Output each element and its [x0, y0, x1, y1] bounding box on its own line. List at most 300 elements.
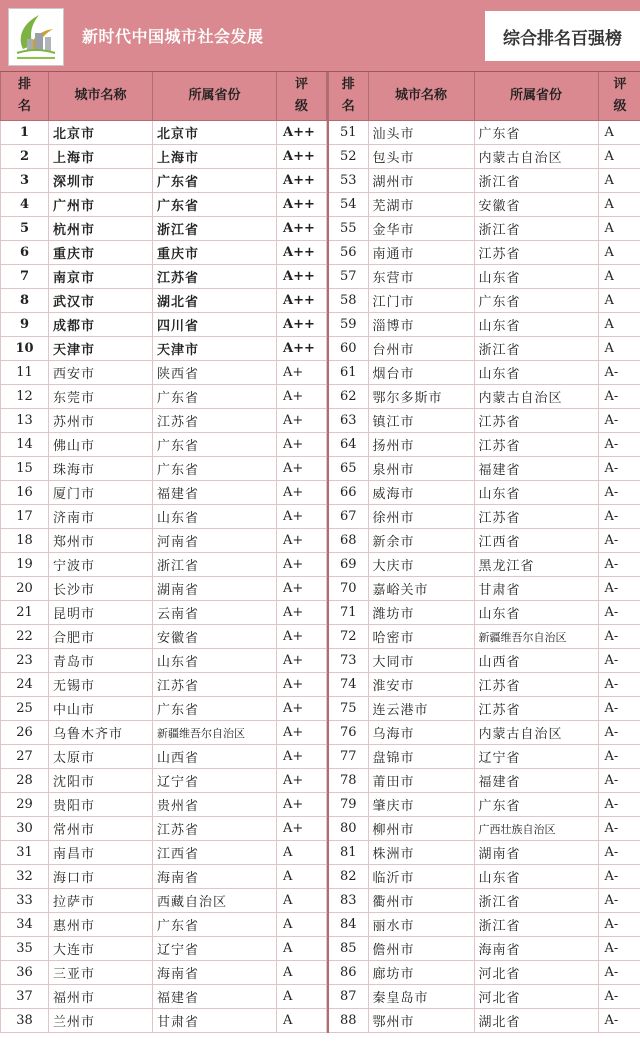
province-cell: 江西省 — [474, 529, 598, 553]
city-cell: 扬州市 — [368, 433, 474, 457]
city-cell: 海口市 — [49, 865, 153, 889]
city-cell: 大同市 — [368, 649, 474, 673]
grade-cell: A++ — [277, 169, 327, 193]
grade-cell: A+ — [277, 625, 327, 649]
grade-cell: A+ — [277, 649, 327, 673]
province-cell: 北京市 — [153, 121, 277, 145]
city-cell: 潍坊市 — [368, 601, 474, 625]
province-cell: 海南省 — [153, 961, 277, 985]
rank-cell: 12 — [1, 385, 49, 409]
col-rank-label: 排名 — [17, 77, 31, 114]
province-cell: 山东省 — [474, 313, 598, 337]
city-cell: 太原市 — [49, 745, 153, 769]
province-cell: 甘肃省 — [474, 577, 598, 601]
table-row — [1, 313, 327, 337]
city-cell: 汕头市 — [368, 121, 474, 145]
province-cell: 江苏省 — [474, 673, 598, 697]
province-cell: 广东省 — [474, 793, 598, 817]
rank-cell: 7 — [1, 265, 49, 289]
grade-cell: A- — [598, 793, 640, 817]
grade-cell: A- — [598, 601, 640, 625]
province-cell: 新疆维吾尔自治区 — [153, 721, 277, 745]
rank-cell: 74 — [328, 673, 368, 697]
province-cell: 江苏省 — [153, 409, 277, 433]
province-cell: 浙江省 — [153, 553, 277, 577]
table-row — [1, 169, 327, 193]
table-row — [1, 481, 327, 505]
province-cell: 黑龙江省 — [474, 553, 598, 577]
grade-cell: A+ — [277, 505, 327, 529]
col-city-header: 城市名称 — [49, 72, 153, 121]
province-cell: 安徽省 — [474, 193, 598, 217]
rank-cell: 88 — [328, 1009, 368, 1033]
table-row — [328, 673, 640, 697]
grade-cell: A+ — [277, 745, 327, 769]
grade-cell: A — [277, 1009, 327, 1033]
city-cell: 厦门市 — [49, 481, 153, 505]
table-row — [1, 505, 327, 529]
table-row — [1, 433, 327, 457]
grade-cell: A+ — [277, 721, 327, 745]
table-row — [1, 865, 327, 889]
city-cell: 中山市 — [49, 697, 153, 721]
table-row — [328, 649, 640, 673]
city-cell: 盘锦市 — [368, 745, 474, 769]
table-row — [328, 721, 640, 745]
rank-cell: 59 — [328, 313, 368, 337]
rank-cell: 10 — [1, 337, 49, 361]
city-cell: 南通市 — [368, 241, 474, 265]
grade-cell: A — [598, 217, 640, 241]
province-cell: 新疆维吾尔自治区 — [474, 625, 598, 649]
table-row — [328, 793, 640, 817]
city-cell: 连云港市 — [368, 697, 474, 721]
city-cell: 湖州市 — [368, 169, 474, 193]
province-cell: 广东省 — [153, 697, 277, 721]
grade-cell: A — [598, 313, 640, 337]
city-cell: 三亚市 — [49, 961, 153, 985]
grade-cell: A- — [598, 673, 640, 697]
province-cell: 山东省 — [474, 265, 598, 289]
province-cell: 福建省 — [153, 985, 277, 1009]
province-cell: 江苏省 — [474, 505, 598, 529]
table-row — [328, 457, 640, 481]
table-row — [1, 265, 327, 289]
city-cell: 江门市 — [368, 289, 474, 313]
grade-cell: A- — [598, 745, 640, 769]
rank-cell: 28 — [1, 769, 49, 793]
table-row — [1, 1009, 327, 1033]
table-row — [328, 985, 640, 1009]
grade-cell: A — [598, 241, 640, 265]
province-cell: 辽宁省 — [474, 745, 598, 769]
table-row — [1, 889, 327, 913]
table-row — [1, 601, 327, 625]
province-cell: 广东省 — [153, 913, 277, 937]
province-cell: 内蒙古自治区 — [474, 721, 598, 745]
table-row — [1, 145, 327, 169]
province-cell: 河北省 — [474, 985, 598, 1009]
city-cell: 西安市 — [49, 361, 153, 385]
province-cell: 内蒙古自治区 — [474, 385, 598, 409]
city-cell: 泉州市 — [368, 457, 474, 481]
rank-cell: 6 — [1, 241, 49, 265]
grade-cell: A- — [598, 865, 640, 889]
page-header — [0, 0, 640, 72]
rank-cell: 20 — [1, 577, 49, 601]
table-row — [1, 337, 327, 361]
rank-cell: 78 — [328, 769, 368, 793]
table-row — [328, 505, 640, 529]
table-row — [328, 193, 640, 217]
province-cell: 上海市 — [153, 145, 277, 169]
province-cell: 广东省 — [153, 433, 277, 457]
rank-cell: 77 — [328, 745, 368, 769]
table-row — [1, 793, 327, 817]
city-cell: 丽水市 — [368, 913, 474, 937]
province-cell: 江苏省 — [153, 265, 277, 289]
col-rank-header — [1, 72, 49, 121]
province-cell: 浙江省 — [153, 217, 277, 241]
grade-cell: A- — [598, 553, 640, 577]
table-row — [328, 313, 640, 337]
rank-cell: 69 — [328, 553, 368, 577]
city-cell: 烟台市 — [368, 361, 474, 385]
grade-cell: A+ — [277, 361, 327, 385]
table-row — [1, 745, 327, 769]
grade-cell: A+ — [277, 433, 327, 457]
city-cell: 大庆市 — [368, 553, 474, 577]
table-row — [328, 625, 640, 649]
table-row — [328, 865, 640, 889]
table-row — [1, 841, 327, 865]
province-cell: 重庆市 — [153, 241, 277, 265]
rank-cell: 58 — [328, 289, 368, 313]
table-header-row — [1, 72, 327, 121]
table-row — [1, 529, 327, 553]
province-cell: 山西省 — [474, 649, 598, 673]
rank-cell: 31 — [1, 841, 49, 865]
rank-cell: 24 — [1, 673, 49, 697]
grade-cell: A- — [598, 457, 640, 481]
rank-cell: 68 — [328, 529, 368, 553]
grade-cell: A — [598, 265, 640, 289]
city-cell: 大连市 — [49, 937, 153, 961]
grade-cell: A+ — [277, 385, 327, 409]
table-row — [328, 937, 640, 961]
city-cell: 常州市 — [49, 817, 153, 841]
table-row — [328, 433, 640, 457]
table-row — [1, 553, 327, 577]
col-grade-header — [277, 72, 327, 121]
grade-cell: A+ — [277, 793, 327, 817]
rank-cell: 64 — [328, 433, 368, 457]
table-row — [328, 817, 640, 841]
grade-cell: A- — [598, 433, 640, 457]
col-grade-header — [598, 72, 640, 121]
grade-cell: A+ — [277, 817, 327, 841]
city-cell: 杭州市 — [49, 217, 153, 241]
rank-cell: 25 — [1, 697, 49, 721]
province-cell: 山东省 — [153, 649, 277, 673]
table-row — [1, 361, 327, 385]
province-cell: 湖南省 — [474, 841, 598, 865]
city-cell: 惠州市 — [49, 913, 153, 937]
grade-cell: A+ — [277, 673, 327, 697]
grade-cell: A- — [598, 961, 640, 985]
table-row — [1, 697, 327, 721]
rank-cell: 1 — [1, 121, 49, 145]
city-cell: 东莞市 — [49, 385, 153, 409]
province-cell: 天津市 — [153, 337, 277, 361]
grade-cell: A — [598, 337, 640, 361]
city-cell: 苏州市 — [49, 409, 153, 433]
grade-cell: A- — [598, 649, 640, 673]
table-body-right — [328, 121, 640, 1033]
rank-cell: 86 — [328, 961, 368, 985]
table-row — [328, 361, 640, 385]
province-cell: 江苏省 — [153, 673, 277, 697]
grade-cell: A — [277, 961, 327, 985]
province-cell: 广东省 — [474, 121, 598, 145]
col-rank-label: 排名 — [341, 77, 355, 114]
grade-cell: A+ — [277, 529, 327, 553]
rank-cell: 29 — [1, 793, 49, 817]
city-cell: 天津市 — [49, 337, 153, 361]
province-cell: 山东省 — [474, 601, 598, 625]
rank-cell: 65 — [328, 457, 368, 481]
province-cell: 陕西省 — [153, 361, 277, 385]
col-rank-header — [328, 72, 368, 121]
col-province-header: 所属省份 — [474, 72, 598, 121]
grade-cell: A — [277, 889, 327, 913]
table-row — [1, 769, 327, 793]
rank-cell: 34 — [1, 913, 49, 937]
grade-cell: A- — [598, 769, 640, 793]
rank-cell: 16 — [1, 481, 49, 505]
table-row — [328, 145, 640, 169]
city-cell: 东营市 — [368, 265, 474, 289]
grade-cell: A++ — [277, 145, 327, 169]
grade-cell: A- — [598, 841, 640, 865]
rank-cell: 14 — [1, 433, 49, 457]
grade-cell: A — [598, 169, 640, 193]
table-row — [328, 697, 640, 721]
table-body-left — [1, 121, 327, 1033]
rank-cell: 27 — [1, 745, 49, 769]
grade-cell: A+ — [277, 769, 327, 793]
table-row — [328, 889, 640, 913]
rank-cell: 81 — [328, 841, 368, 865]
city-cell: 儋州市 — [368, 937, 474, 961]
rank-cell: 37 — [1, 985, 49, 1009]
rank-cell: 2 — [1, 145, 49, 169]
grade-cell: A++ — [277, 265, 327, 289]
rank-cell: 83 — [328, 889, 368, 913]
table-row — [1, 673, 327, 697]
city-cell: 郑州市 — [49, 529, 153, 553]
rank-cell: 36 — [1, 961, 49, 985]
city-cell: 成都市 — [49, 313, 153, 337]
grade-cell: A — [277, 985, 327, 1009]
rank-cell: 19 — [1, 553, 49, 577]
grade-cell: A- — [598, 385, 640, 409]
table-header-row — [328, 72, 640, 121]
city-cell: 淄博市 — [368, 313, 474, 337]
grade-cell: A+ — [277, 697, 327, 721]
table-row — [328, 481, 640, 505]
table-row — [328, 529, 640, 553]
rank-cell: 57 — [328, 265, 368, 289]
rank-cell: 76 — [328, 721, 368, 745]
grade-cell: A- — [598, 577, 640, 601]
table-row — [328, 577, 640, 601]
province-cell: 辽宁省 — [153, 937, 277, 961]
province-cell: 山东省 — [474, 361, 598, 385]
province-cell: 海南省 — [474, 937, 598, 961]
table-row — [1, 289, 327, 313]
province-cell: 广东省 — [474, 289, 598, 313]
province-cell: 云南省 — [153, 601, 277, 625]
grade-cell: A+ — [277, 577, 327, 601]
grade-cell: A- — [598, 985, 640, 1009]
ranking-tables — [0, 72, 640, 1033]
grade-cell: A- — [598, 721, 640, 745]
rank-cell: 72 — [328, 625, 368, 649]
table-row — [1, 577, 327, 601]
table-row — [328, 409, 640, 433]
rank-cell: 82 — [328, 865, 368, 889]
grade-cell: A- — [598, 529, 640, 553]
province-cell: 浙江省 — [474, 337, 598, 361]
rank-cell: 11 — [1, 361, 49, 385]
table-row — [1, 721, 327, 745]
province-cell: 江苏省 — [474, 409, 598, 433]
table-row — [1, 193, 327, 217]
grade-cell: A- — [598, 481, 640, 505]
table-row — [328, 385, 640, 409]
city-cell: 武汉市 — [49, 289, 153, 313]
rank-cell: 66 — [328, 481, 368, 505]
table-row — [328, 601, 640, 625]
province-cell: 河南省 — [153, 529, 277, 553]
ranking-table-right — [327, 72, 640, 1033]
grade-cell: A- — [598, 817, 640, 841]
table-row — [1, 649, 327, 673]
city-cell: 贵阳市 — [49, 793, 153, 817]
city-cell: 南京市 — [49, 265, 153, 289]
province-cell: 湖北省 — [153, 289, 277, 313]
city-cell: 台州市 — [368, 337, 474, 361]
table-row — [328, 169, 640, 193]
rank-cell: 33 — [1, 889, 49, 913]
city-cell: 无锡市 — [49, 673, 153, 697]
table-row — [328, 553, 640, 577]
city-cell: 济南市 — [49, 505, 153, 529]
province-cell: 浙江省 — [474, 169, 598, 193]
rank-cell: 63 — [328, 409, 368, 433]
city-cell: 重庆市 — [49, 241, 153, 265]
table-row — [1, 625, 327, 649]
table-row — [328, 913, 640, 937]
table-row — [328, 265, 640, 289]
table-row — [328, 1009, 640, 1033]
rank-cell: 79 — [328, 793, 368, 817]
grade-cell: A — [277, 865, 327, 889]
rank-cell: 54 — [328, 193, 368, 217]
province-cell: 江西省 — [153, 841, 277, 865]
rank-cell: 3 — [1, 169, 49, 193]
rank-cell: 62 — [328, 385, 368, 409]
rank-cell: 61 — [328, 361, 368, 385]
province-cell: 湖南省 — [153, 577, 277, 601]
city-cell: 乌鲁木齐市 — [49, 721, 153, 745]
province-cell: 山东省 — [474, 481, 598, 505]
grade-cell: A++ — [277, 217, 327, 241]
grade-cell: A+ — [277, 601, 327, 625]
rank-cell: 5 — [1, 217, 49, 241]
province-cell: 湖北省 — [474, 1009, 598, 1033]
ranking-title: 综合排名百强榜 — [485, 11, 640, 61]
province-cell: 山东省 — [474, 865, 598, 889]
city-cell: 沈阳市 — [49, 769, 153, 793]
rank-cell: 30 — [1, 817, 49, 841]
province-cell: 广东省 — [153, 169, 277, 193]
rank-cell: 75 — [328, 697, 368, 721]
city-cell: 柳州市 — [368, 817, 474, 841]
city-cell: 金华市 — [368, 217, 474, 241]
city-cell: 株洲市 — [368, 841, 474, 865]
table-row — [1, 457, 327, 481]
grade-cell: A- — [598, 697, 640, 721]
city-cell: 秦皇岛市 — [368, 985, 474, 1009]
province-cell: 江苏省 — [153, 817, 277, 841]
grade-cell: A++ — [277, 313, 327, 337]
city-cell: 北京市 — [49, 121, 153, 145]
rank-cell: 15 — [1, 457, 49, 481]
province-cell: 甘肃省 — [153, 1009, 277, 1033]
province-cell: 福建省 — [153, 481, 277, 505]
city-cell: 镇江市 — [368, 409, 474, 433]
table-row — [328, 289, 640, 313]
grade-cell: A — [277, 841, 327, 865]
header-title: 新时代中国城市社会发展 — [82, 27, 264, 46]
rank-cell: 23 — [1, 649, 49, 673]
province-cell: 江苏省 — [474, 433, 598, 457]
rank-cell: 26 — [1, 721, 49, 745]
table-row — [1, 961, 327, 985]
rank-cell: 4 — [1, 193, 49, 217]
grade-cell: A+ — [277, 409, 327, 433]
city-cell: 广州市 — [49, 193, 153, 217]
city-cell: 兰州市 — [49, 1009, 153, 1033]
city-cell: 鄂尔多斯市 — [368, 385, 474, 409]
province-cell: 四川省 — [153, 313, 277, 337]
grade-cell: A- — [598, 505, 640, 529]
grade-cell: A- — [598, 1009, 640, 1033]
city-cell: 南昌市 — [49, 841, 153, 865]
rank-cell: 8 — [1, 289, 49, 313]
province-cell: 内蒙古自治区 — [474, 145, 598, 169]
province-cell: 广东省 — [153, 385, 277, 409]
city-cell: 莆田市 — [368, 769, 474, 793]
col-grade-label: 评级 — [613, 77, 627, 114]
grade-cell: A — [598, 145, 640, 169]
table-row — [1, 385, 327, 409]
city-cell: 肇庆市 — [368, 793, 474, 817]
rank-cell: 56 — [328, 241, 368, 265]
city-cell: 拉萨市 — [49, 889, 153, 913]
